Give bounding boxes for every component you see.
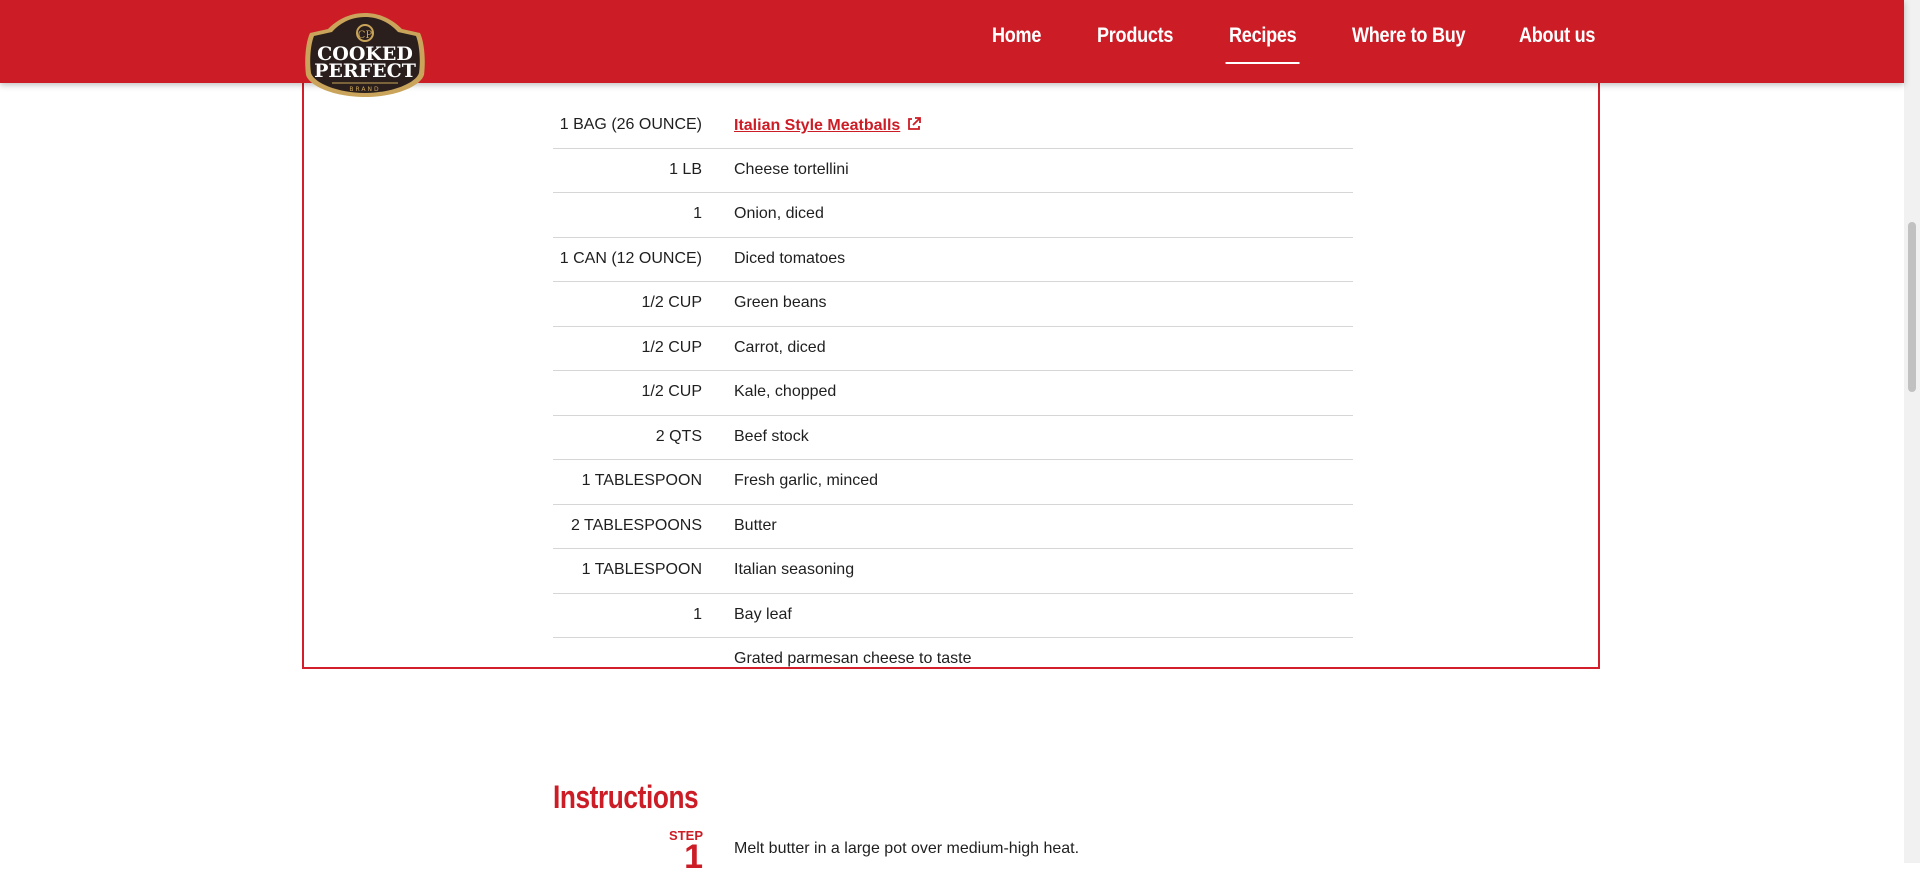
ingredient-quantity: 1 <box>693 205 702 222</box>
ingredient-quantity: 1 BAG (26 OUNCE) <box>559 116 702 133</box>
ingredient-name: Grated parmesan cheese to taste <box>734 650 972 667</box>
ingredient-name: Cheese tortellini <box>734 160 849 178</box>
ingredient-quantity: 1 TABLESPOON <box>581 472 702 489</box>
svg-text:CP: CP <box>357 30 373 41</box>
svg-text:PERFECT: PERFECT <box>314 60 416 82</box>
ingredient-quantity: 1/2 CUP <box>641 383 702 400</box>
nav-recipes[interactable]: Recipes <box>1229 24 1296 54</box>
main-nav <box>0 0 1904 83</box>
ingredient-quantity: 1 LB <box>669 160 702 178</box>
ingredient-name: Kale, chopped <box>734 383 837 400</box>
ingredient-name: Italian seasoning <box>734 561 855 578</box>
ingredient-name: Fresh garlic, minced <box>734 472 879 489</box>
ingredient-name: Butter <box>734 516 777 534</box>
ingredients-box <box>302 40 1600 669</box>
ingredient-name: Green beans <box>734 294 827 311</box>
ingredient-quantity: 2 QTS <box>655 427 702 445</box>
site-header <box>0 0 1904 83</box>
svg-text:BRAND: BRAND <box>349 86 381 93</box>
svg-text:COOKED: COOKED <box>317 43 413 65</box>
ingredient-name: Beef stock <box>734 427 809 445</box>
step-label: STEP <box>669 828 703 843</box>
ingredient-quantity: 1/2 CUP <box>641 294 702 311</box>
instructions-title: Instructions <box>553 778 699 815</box>
ingredient-name: Diced tomatoes <box>734 249 846 267</box>
step-text: Melt butter in a large pot over medium-high heat. <box>734 840 1080 857</box>
ingredient-quantity: 1 CAN (12 OUNCE) <box>559 249 702 267</box>
scrollbar-thumb[interactable] <box>1908 222 1916 392</box>
step-number: 1 <box>684 838 703 876</box>
ingredient-quantity: 1 TABLESPOON <box>581 561 702 578</box>
ingredient-quantity: 2 TABLESPOONS <box>570 516 702 534</box>
cooked-perfect-logo-icon <box>302 11 428 99</box>
ingredient-name: Bay leaf <box>734 605 792 623</box>
ingredient-name: Onion, diced <box>734 205 824 222</box>
nav-where-to-buy[interactable]: Where to Buy <box>1352 24 1466 47</box>
brand-logo[interactable] <box>302 11 428 99</box>
ingredient-name: Carrot, diced <box>734 338 826 356</box>
nav-home[interactable]: Home <box>992 24 1042 47</box>
ingredient-quantity: 1/2 CUP <box>641 338 702 356</box>
nav-products[interactable]: Products <box>1097 24 1174 47</box>
nav-about-us[interactable]: About us <box>1519 24 1596 47</box>
ingredient-product-link[interactable]: Italian Style Meatballs <box>734 117 901 134</box>
ingredient-quantity: 1 <box>693 605 702 623</box>
page-scrollbar[interactable] <box>1904 0 1920 863</box>
